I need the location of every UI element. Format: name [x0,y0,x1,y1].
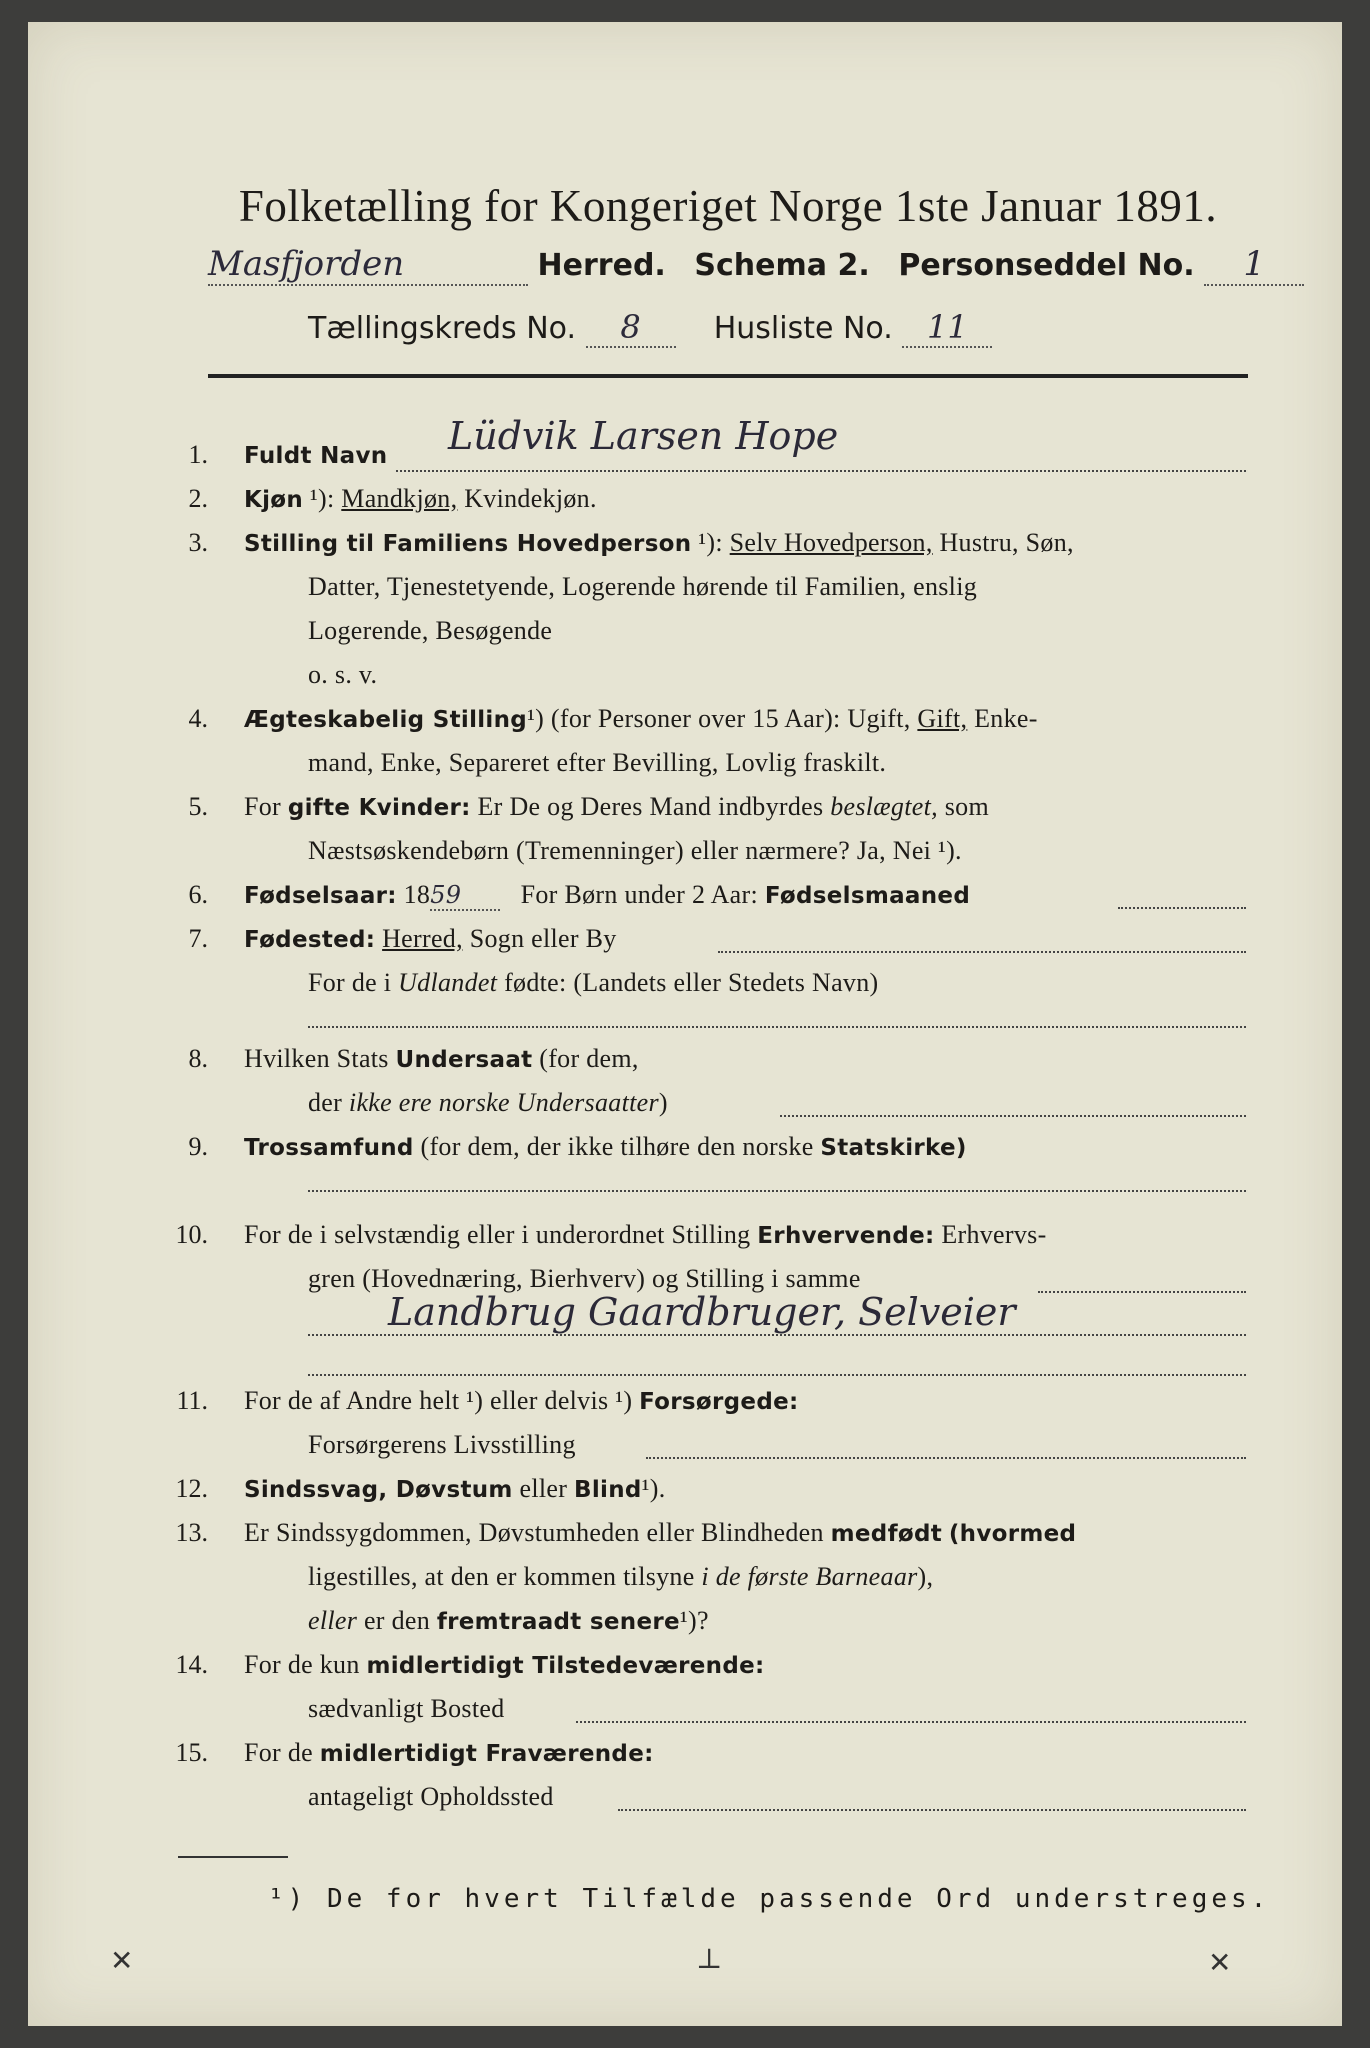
q13-line3: eller er den fremtraadt senere¹)? [308,1606,709,1635]
q11-line2: Forsørgerens Livsstilling [308,1430,576,1459]
schema-label: Schema 2. [694,248,870,283]
q10-line2: gren (Hovednæring, Bierhverv) og Stilling i samme [308,1264,861,1293]
q8-fill [780,1115,1246,1117]
q13-number: 13. [175,1518,208,1547]
q7-line1: Fødested: Herred, Sogn eller By [244,924,617,953]
q8-number: 8. [188,1044,208,1073]
q4-line1: Ægteskabelig Stilling¹) (for Personer over 15 Aar): Ugift, Gift, Enke- [244,704,1038,733]
q13-line1: Er Sindssygdommen, Døvstumheden eller Blindheden medfødt (hvormed [244,1518,1077,1547]
q7-fill1 [718,951,1246,953]
q8-line2: der ikke ere norske Undersaatter) [308,1088,668,1117]
q3-line4: o. s. v. [308,660,378,689]
q3-number: 3. [188,528,208,557]
herred-value: Masfjorden [208,244,528,286]
q8-line1: Hvilken Stats Undersaat (for dem, [244,1044,639,1073]
footnote-rule [178,1856,288,1858]
q7-number: 7. [188,924,208,953]
q7-line2: For de i Udlandet fødte: (Landets eller Stedets Navn) [308,968,879,997]
q14-number: 14. [175,1650,208,1679]
q7-fill2 [308,1026,1246,1028]
corner-mark-center: ⊥ [696,1942,723,1975]
q11-fill [646,1457,1246,1459]
taellingskreds-value: 8 [586,308,676,348]
q10-fill3 [308,1374,1246,1376]
q12-line: Sindssvag, Døvstum eller Blind¹). [244,1474,666,1503]
header-rule [208,374,1248,378]
husliste-value: 11 [902,308,992,348]
q3-line3: Logerende, Besøgende [308,616,553,645]
q6-fill [1118,907,1246,909]
q13-line2: ligestilles, at den er kommen tilsyne i de første Barneaar), [308,1562,934,1591]
q15-number: 15. [175,1738,208,1767]
personseddel-value: 1 [1204,244,1304,286]
q9-number: 9. [188,1132,208,1161]
q3-line1: Stilling til Familiens Hovedperson ¹): Selv Hovedperson, Hustru, Søn, [244,528,1074,557]
corner-mark-right: ✕ [1208,1946,1232,1979]
form-title: Folketælling for Kongeriget Norge 1ste Januar 1891. [238,181,1218,231]
q10-fill2 [308,1334,1246,1336]
personseddel-label: Personseddel No. [898,248,1195,283]
q11-line1: For de af Andre helt ¹) eller delvis ¹) Forsørgede: [244,1386,799,1415]
corner-mark-left: ✕ [110,1944,134,1977]
q4-line2: mand, Enke, Separeret efter Bevilling, Lovlig fraskilt. [308,748,887,777]
q1-fill [396,470,1246,472]
q1-label: Fuldt Navn [244,443,388,469]
q14-fill [576,1721,1246,1723]
q10-fill1 [1038,1291,1246,1293]
q12-number: 12. [175,1474,208,1503]
taellingskreds-label: Tællingskreds No. [308,311,576,346]
q5-line2: Næstsøskendebørn (Tremenninger) eller nærmere? Ja, Nei ¹). [308,836,962,865]
q14-line1: For de kun midlertidigt Tilstedeværende: [244,1650,765,1679]
q10-value: Landbrug Gaardbruger, Selveier [388,1290,1016,1334]
census-form-sheet [28,22,1342,2026]
q1-value: Lüdvik Larsen Hope [448,414,839,458]
herred-label: Herred. [537,248,666,283]
q6-line: Fødselsaar: 1859 For Børn under 2 Aar: Fødselsmaaned [244,880,971,909]
q9-line1: Trossamfund (for dem, der ikke tilhøre den norske Statskirke) [244,1132,967,1161]
q9-fill [308,1190,1246,1192]
taellingskreds-line [308,308,992,348]
q6-number: 6. [188,880,208,909]
q10-number: 10. [175,1220,208,1249]
q15-fill [618,1809,1246,1811]
q2-text: Kjøn ¹): Mandkjøn, Kvindekjøn. [244,484,597,513]
q1-number: 1. [188,440,208,469]
q10-line1: For de i selvstændig eller i underordnet Stilling Erhvervende: Erhvervs- [244,1220,1047,1249]
q4-number: 4. [188,704,208,733]
q5-line1: For gifte Kvinder: Er De og Deres Mand indbyrdes beslægtet, som [244,792,989,821]
footnote: ¹) De for hvert Tilfælde passende Ord understreges. [268,1884,1271,1914]
q2-number: 2. [188,484,208,513]
q5-number: 5. [188,792,208,821]
q14-line2: sædvanligt Bosted [308,1694,505,1723]
q15-line2: antageligt Opholdssted [308,1782,554,1811]
q15-line1: For de midlertidigt Fraværende: [244,1738,654,1767]
husliste-label: Husliste No. [713,311,893,346]
q11-number: 11. [176,1386,208,1415]
q3-line2: Datter, Tjenestetyende, Logerende hørende til Familien, enslig [308,572,978,601]
herred-line [208,244,1304,286]
